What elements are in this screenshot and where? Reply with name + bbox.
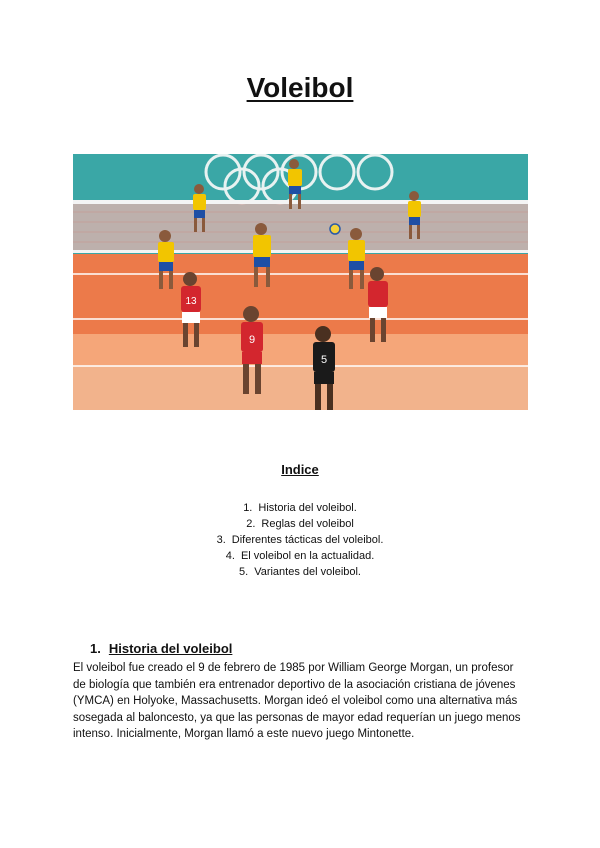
volleyball-ball: [330, 224, 340, 234]
index-item-label: El voleibol en la actualidad.: [240, 550, 375, 562]
index-item: [0, 516, 600, 532]
index-item-label: Variantes del voleibol.: [254, 566, 361, 578]
volleyball-photo: [73, 154, 528, 410]
index-item-number: 1.: [243, 502, 253, 514]
index-item-number: 4.: [225, 550, 235, 562]
index-item-number: 5.: [239, 566, 249, 578]
jersey-number: 9: [248, 334, 256, 346]
jersey-number: 5: [320, 354, 328, 366]
index-item: [0, 548, 600, 564]
index-item-number: 2.: [246, 518, 256, 530]
section-title: Historia del voleibol: [108, 641, 233, 656]
index-item-label: Historia del voleibol.: [258, 502, 357, 514]
index-heading: Indice: [281, 462, 319, 477]
section-paragraph: El voleibol fue creado el 9 de febrero de 1985 por William George Morgan, un profesor de biología que también era entrenador deportivo de la asociación cristiana de jóvenes (YMCA) en Holyoke, Massachusetts. Morgan ideó el voleibol como una alternativa más sosegada al baloncesto, ya que las personas de mayor edad requerían un juego menos intenso. Inicialmente, Morgan llamó a este nuevo juego Mintonette.: [73, 662, 521, 740]
index-item: [0, 500, 600, 516]
section-heading: [90, 641, 232, 656]
index-list: [0, 500, 600, 580]
index-item: [0, 564, 600, 580]
index-item-label: Diferentes tácticas del voleibol.: [231, 534, 384, 546]
section-number: 1.: [90, 641, 101, 656]
page-title: Voleibol: [246, 72, 354, 103]
index-item: [0, 532, 600, 548]
jersey-number: 13: [185, 296, 197, 307]
index-item-label: Reglas del voleibol: [261, 518, 354, 530]
index-item-number: 3.: [216, 534, 226, 546]
